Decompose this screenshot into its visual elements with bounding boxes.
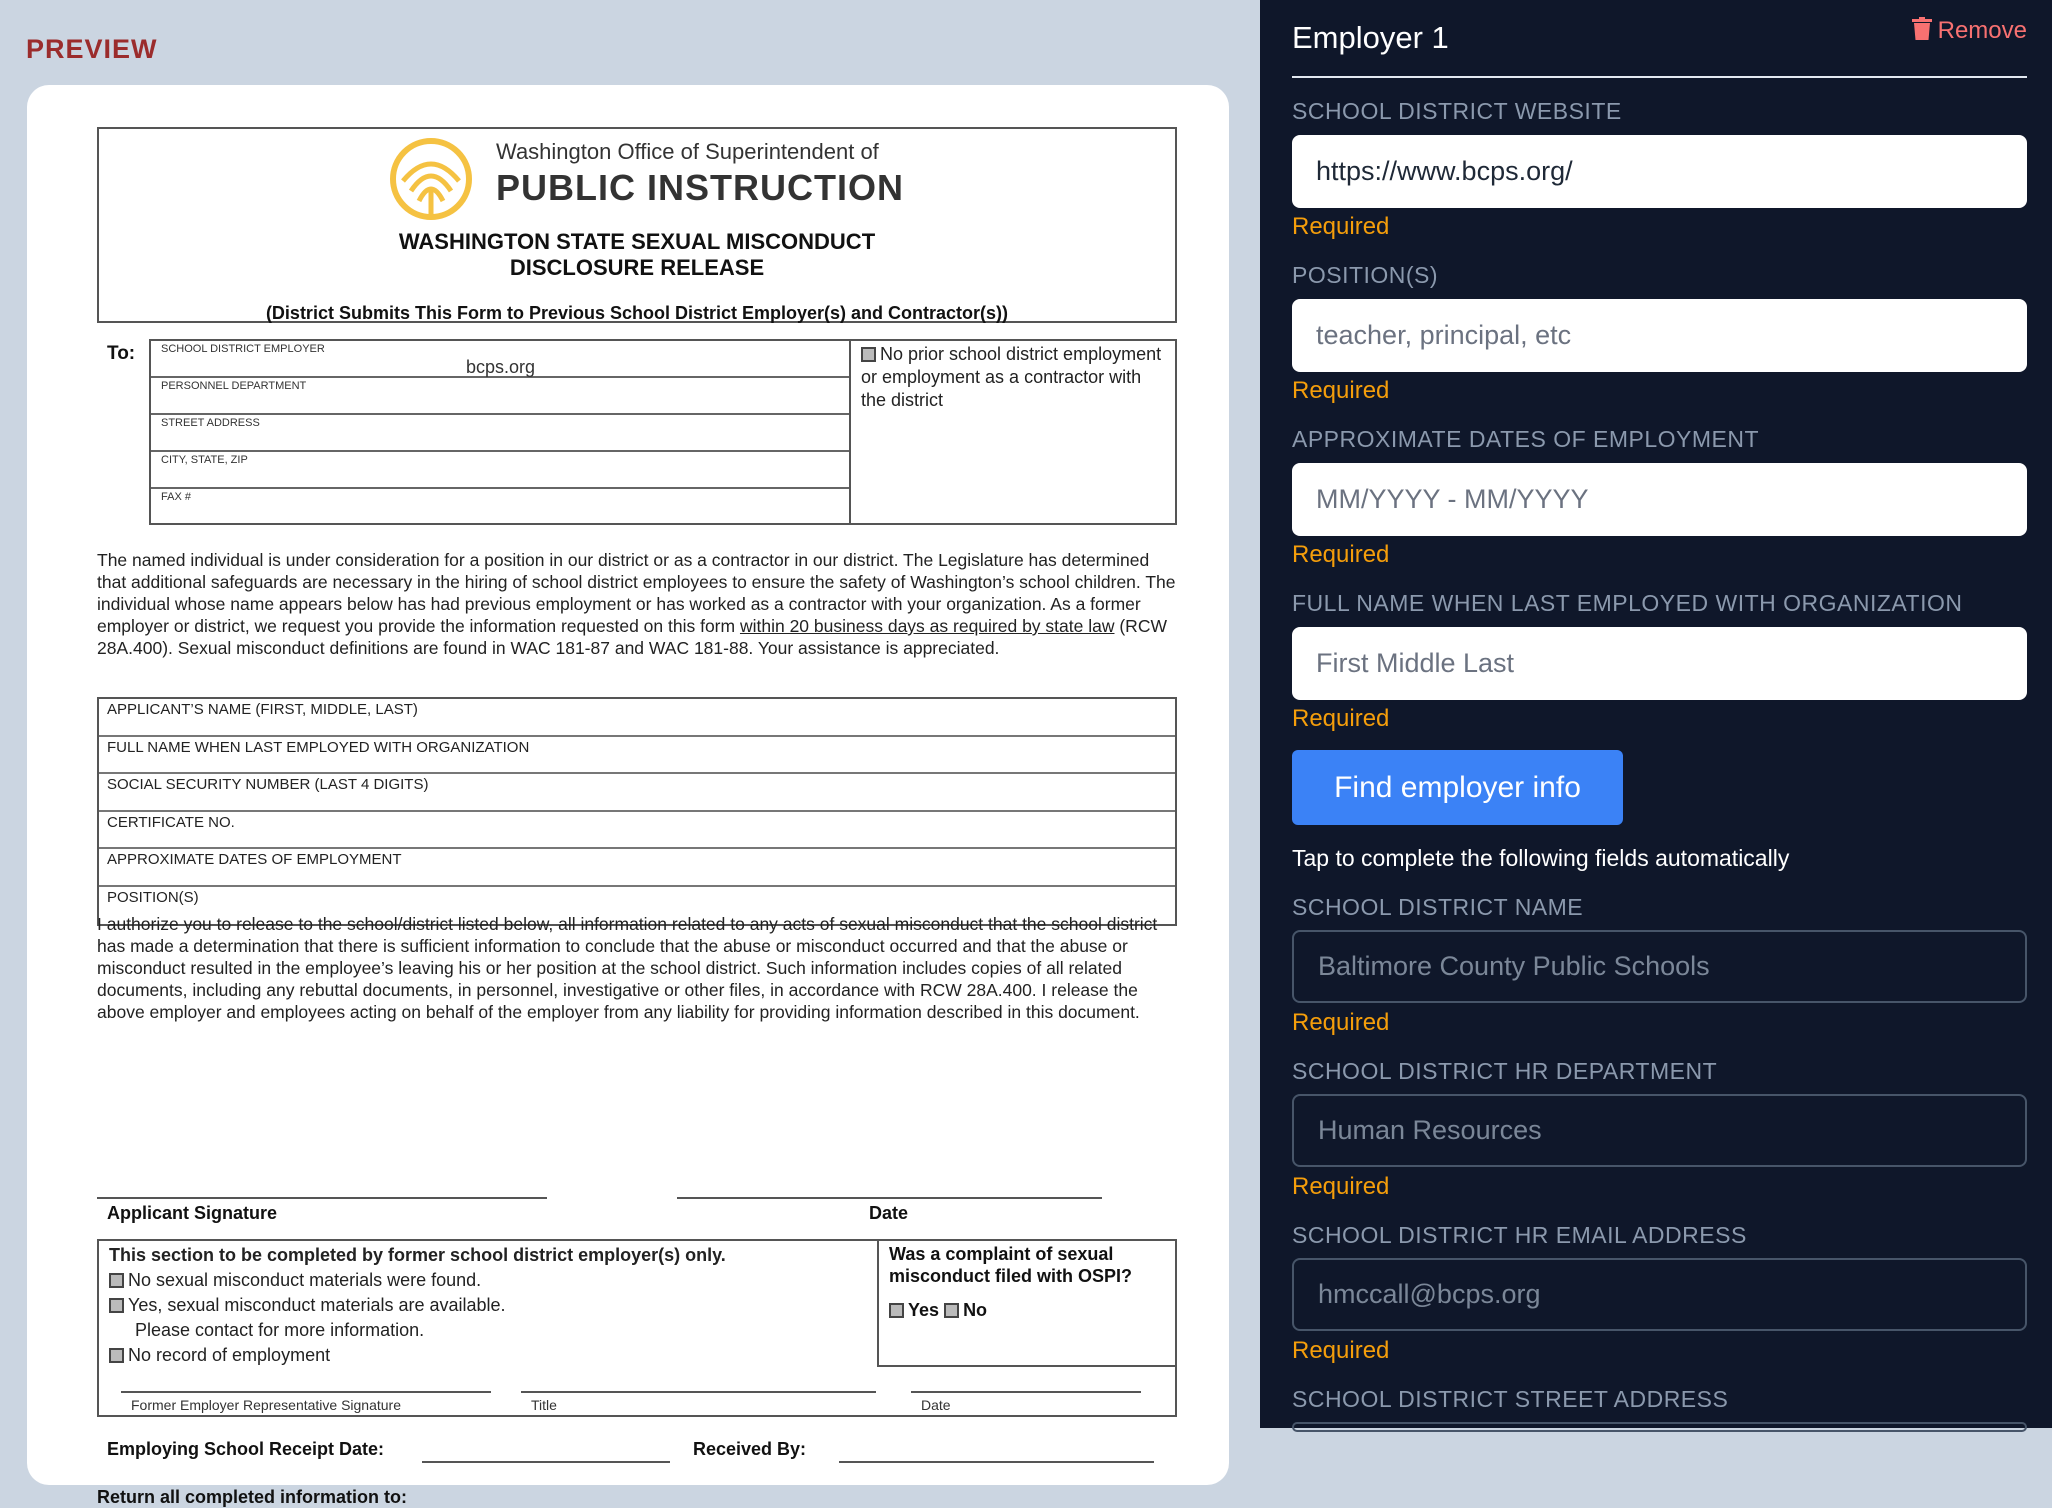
recipient-field-label: CITY, STATE, ZIP: [161, 454, 248, 466]
checkbox-icon: [109, 1273, 124, 1288]
required-text: Required: [1292, 1337, 1390, 1364]
option-materials-available: [109, 1293, 869, 1318]
to-box: [149, 339, 1177, 525]
applicant-signature-label: Applicant Signature: [107, 1203, 278, 1223]
rep-signature-line: [121, 1391, 491, 1393]
recipient-field-label: SCHOOL DISTRICT EMPLOYER: [161, 343, 325, 355]
required-text: Required: [1292, 541, 1390, 568]
para1-end: (RCW 28A.400). Sexual misconduct definitions are found in WAC 181-87 and WAC 181-88. Your assistance is appreciated.: [97, 616, 1167, 658]
document-preview: [27, 85, 1229, 1507]
recipient-row: [151, 341, 849, 378]
positions-label: POSITION(S): [1292, 262, 1439, 288]
employer-title: Employer 1: [1292, 20, 1449, 55]
autofill-hint: Tap to complete the following fields automatically: [1292, 845, 1790, 871]
form-title-line1: WASHINGTON STATE SEXUAL MISCONDUCT: [398, 229, 876, 254]
option-text: No record of employment: [128, 1345, 331, 1365]
checkbox-icon: [889, 1303, 904, 1318]
signature-line: [97, 1197, 547, 1199]
ospi-answers: [889, 1299, 1167, 1321]
applicant-info-table: [97, 697, 1177, 926]
para1-text: The named individual is under consideration for a position in our district or as a contractor in our district. The Legislature has determined that additional safeguards are necessary in the hiring of school district employees to ensure the safety of Washington’s school children. The individual whose name appears below has had previous employment or has worked as a contractor with your organization. As a former employer or district, we request you provide the information requested on this form: [97, 550, 1176, 636]
checkbox-icon: [861, 347, 876, 362]
website-input[interactable]: [1292, 135, 2027, 208]
table-row: SOCIAL SECURITY NUMBER (LAST 4 DIGITS): [99, 774, 1175, 812]
recipient-fields: [151, 341, 851, 523]
option-no-record: [109, 1343, 869, 1368]
website-label: SCHOOL DISTRICT WEBSITE: [1292, 98, 1622, 124]
recipient-field-label: FAX #: [161, 491, 191, 503]
checkbox-icon: [109, 1348, 124, 1363]
option-contact: Please contact for more information.: [135, 1320, 425, 1340]
agency-name-line1: Washington Office of Superintendent of: [496, 139, 879, 164]
employer-form-panel: [1260, 0, 2052, 1428]
hr-department-input[interactable]: [1292, 1094, 2027, 1167]
recipient-row: [151, 489, 849, 526]
dates-input[interactable]: [1292, 463, 2027, 536]
option-no-materials: [109, 1268, 869, 1293]
ospi-logo-icon: [389, 137, 473, 221]
table-row: FULL NAME WHEN LAST EMPLOYED WITH ORGANIZATION: [99, 737, 1175, 775]
received-by-label: Received By:: [693, 1439, 807, 1459]
table-row: APPROXIMATE DATES OF EMPLOYMENT: [99, 849, 1175, 887]
street-address-label: SCHOOL DISTRICT STREET ADDRESS: [1292, 1386, 1729, 1412]
table-row: POSITION(S): [107, 888, 199, 906]
form-title-line2: DISCLOSURE RELEASE: [509, 255, 765, 280]
option-text: No sexual misconduct materials were found.: [128, 1270, 482, 1290]
received-by-line: [839, 1461, 1154, 1463]
recipient-field-label: STREET ADDRESS: [161, 417, 260, 429]
no-prior-employment: [861, 343, 1171, 412]
required-text: Required: [1292, 1009, 1390, 1036]
hr-department-label: SCHOOL DISTRICT HR DEPARTMENT: [1292, 1058, 1718, 1084]
receipt-date-line: [422, 1461, 670, 1463]
no-prior-text: No prior school district employment or employment as a contractor with the district: [861, 344, 1162, 410]
title-label: Title: [531, 1397, 557, 1413]
positions-input[interactable]: [1292, 299, 2027, 372]
find-employer-info-button[interactable]: Find employer info: [1292, 750, 1623, 825]
date-line: [677, 1197, 1102, 1199]
agency-name-line2: PUBLIC INSTRUCTION: [496, 167, 904, 208]
receipt-date-label: Employing School Receipt Date:: [107, 1439, 385, 1459]
date-label: Date: [869, 1203, 909, 1223]
rep-signature-label: Former Employer Representative Signature: [131, 1397, 402, 1413]
authorization-paragraph: I authorize you to release to the school/district listed below, all information related to any acts of sexual misconduct that the school district has made a determination that there is sufficient information to conclude that the abuse or misconduct occurred and that the abuse or misconduct resulted in the employee’s leaving his or her position at the school district. Such information includes copies of all related documents, including any rebuttal documents, in personnel, investigative or other files, in accordance with RCW 28A.400. I release the above employer and employees acting on behalf of the employer from any liability for providing information described in this document.: [97, 914, 1158, 1022]
recipient-row: [151, 378, 849, 415]
required-text: Required: [1292, 705, 1390, 732]
rep-date-label: Date: [921, 1397, 951, 1413]
title-divider: [1292, 76, 2027, 78]
table-row: CERTIFICATE NO.: [99, 812, 1175, 850]
return-info-label: Return all completed information to:: [97, 1487, 408, 1507]
former-employer-options: [99, 1241, 879, 1367]
hr-email-input[interactable]: [1292, 1258, 2027, 1331]
former-employer-section: [97, 1239, 1177, 1417]
form-header: [97, 127, 1177, 323]
form-subtitle: (District Submits This Form to Previous School District Employer(s) and Contractor(s)): [265, 303, 1009, 323]
fullname-label: FULL NAME WHEN LAST EMPLOYED WITH ORGANIZATION: [1292, 590, 1963, 616]
hr-email-label: SCHOOL DISTRICT HR EMAIL ADDRESS: [1292, 1222, 1747, 1248]
ospi-question: Was a complaint of sexual misconduct filed with OSPI?: [889, 1244, 1133, 1286]
option-text: Yes, sexual misconduct materials are available.: [128, 1295, 506, 1315]
remove-label: Remove: [1937, 17, 2027, 44]
table-row: APPLICANT’S NAME (FIRST, MIDDLE, LAST): [99, 699, 1175, 737]
remove-button[interactable]: [1912, 17, 2027, 45]
trash-icon: [1912, 17, 1932, 40]
recipient-row: [151, 415, 849, 452]
recipient-field-label: PERSONNEL DEPARTMENT: [161, 380, 307, 392]
dates-label: APPROXIMATE DATES OF EMPLOYMENT: [1292, 426, 1760, 452]
consideration-paragraph: [97, 549, 1177, 659]
para1-underlined: within 20 business days as required by state law: [739, 616, 1115, 636]
yes-label: Yes: [908, 1300, 940, 1320]
required-text: Required: [1292, 1173, 1390, 1200]
checkbox-icon: [109, 1298, 124, 1313]
district-name-input[interactable]: [1292, 930, 2027, 1003]
fullname-input[interactable]: [1292, 627, 2027, 700]
title-line: [521, 1391, 876, 1393]
section-heading: This section to be completed by former school district employer(s) only.: [109, 1245, 726, 1265]
no-label: No: [963, 1300, 988, 1320]
required-text: Required: [1292, 377, 1390, 404]
street-address-input[interactable]: [1292, 1422, 2027, 1432]
required-text: Required: [1292, 213, 1390, 240]
district-name-label: SCHOOL DISTRICT NAME: [1292, 894, 1584, 920]
preview-label: PREVIEW: [26, 34, 158, 64]
to-label: To:: [107, 343, 136, 364]
recipient-value: bcps.org: [466, 357, 536, 377]
rep-date-line: [911, 1391, 1141, 1393]
ospi-complaint-box: [877, 1241, 1177, 1367]
recipient-row: [151, 452, 849, 489]
checkbox-icon: [944, 1303, 959, 1318]
